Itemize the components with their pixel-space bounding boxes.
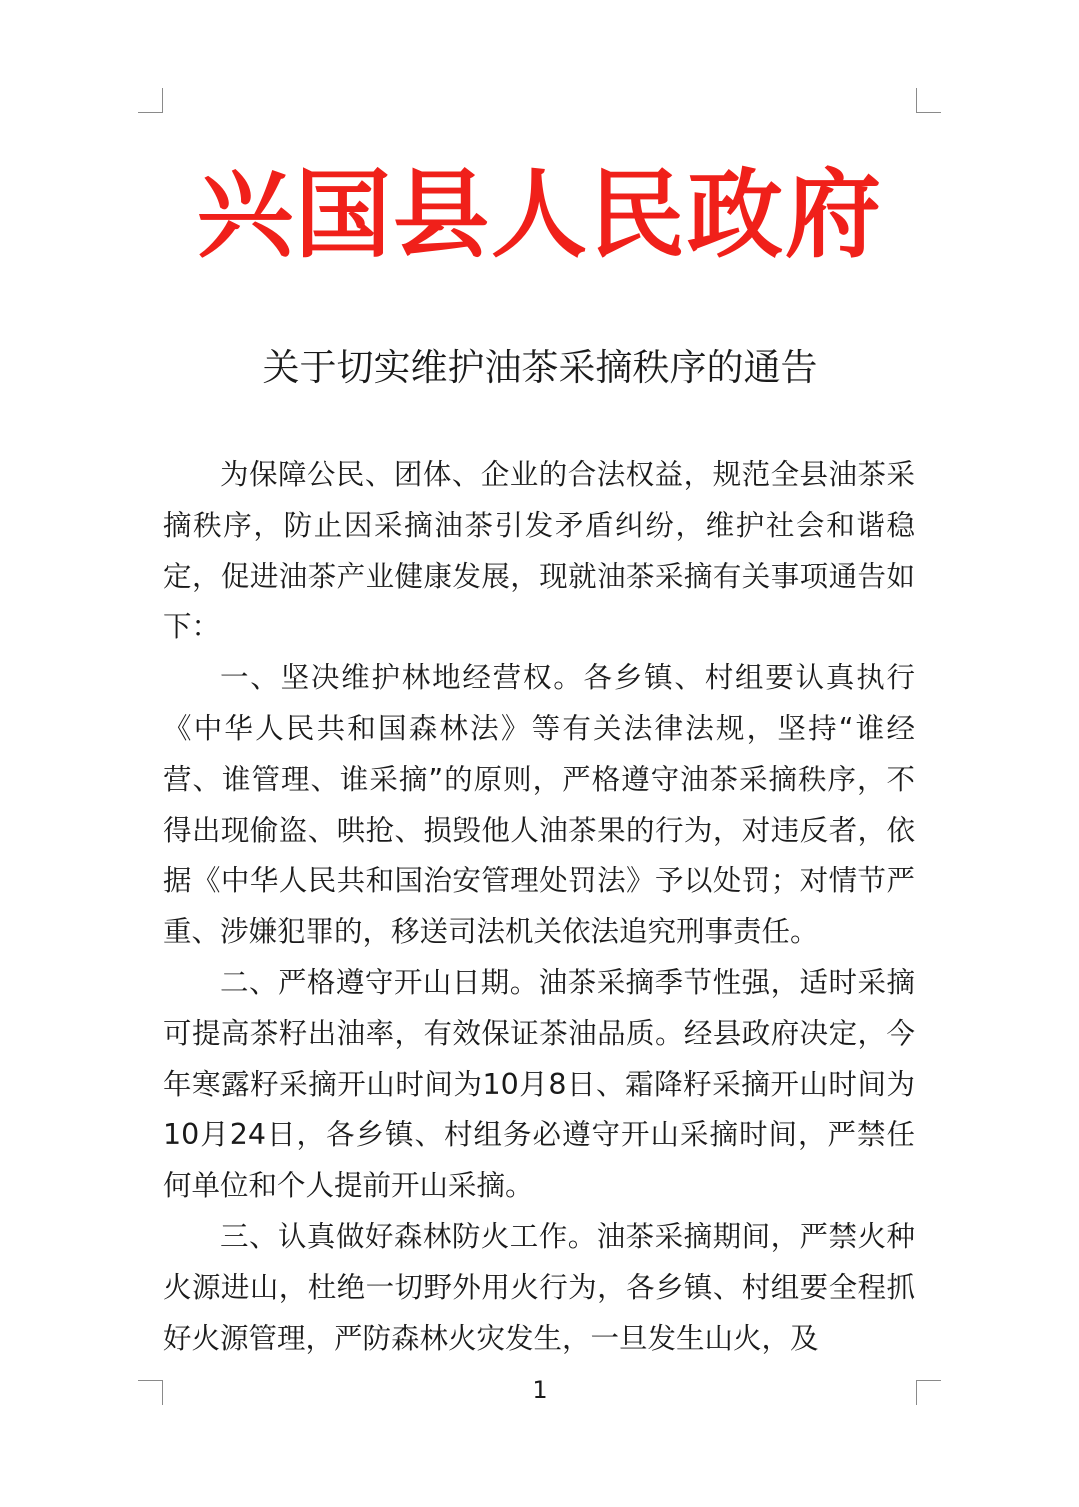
corner-mark-bottom-left: [138, 1380, 163, 1405]
corner-mark-top-left: [138, 88, 163, 113]
page-number: 1: [532, 1376, 548, 1404]
paragraph-item-1: 一、坚决维护林地经营权。各乡镇、村组要认真执行《中华人民共和国森林法》等有关法律法规，坚持“谁经营、谁管理、谁采摘”的原则，严格遵守油茶采摘秩序，不得出现偷盗、哄抢、损毁他人油茶果的行为，对违反者，依据《中华人民共和国治安管理处罚法》予以处罚；对情节严重、涉嫌犯罪的，移送司法机关依法追究刑事责任。: [163, 661, 915, 949]
document-title: 关于切实维护油茶采摘秩序的通告: [262, 346, 818, 389]
corner-mark-bottom-right: [916, 1380, 941, 1405]
paragraph-item-3: 三、认真做好森林防火工作。油茶采摘期间，严禁火种火源进山，杜绝一切野外用火行为，各乡镇、村组要全程抓好火源管理，严防森林火灾发生，一旦发生山火，及: [163, 1219, 915, 1355]
document-body: [163, 450, 915, 1364]
paragraph-intro: 为保障公民、团体、企业的合法权益，规范全县油茶采摘秩序，防止因采摘油茶引发矛盾纠纷，维护社会和谐稳定，促进油茶产业健康发展，现就油茶采摘有关事项通告如下：: [163, 458, 915, 644]
corner-mark-top-right: [916, 88, 941, 113]
paragraph-item-2: 二、严格遵守开山日期。油茶采摘季节性强，适时采摘可提高茶籽出油率，有效保证茶油品质。经县政府决定，今年寒露籽采摘开山时间为10月8日、霜降籽采摘开山时间为10月24日，各乡镇、村组务必遵守开山采摘时间，严禁任何单位和个人提前开山采摘。: [163, 965, 915, 1203]
masthead: 兴国县人民政府: [197, 159, 883, 271]
